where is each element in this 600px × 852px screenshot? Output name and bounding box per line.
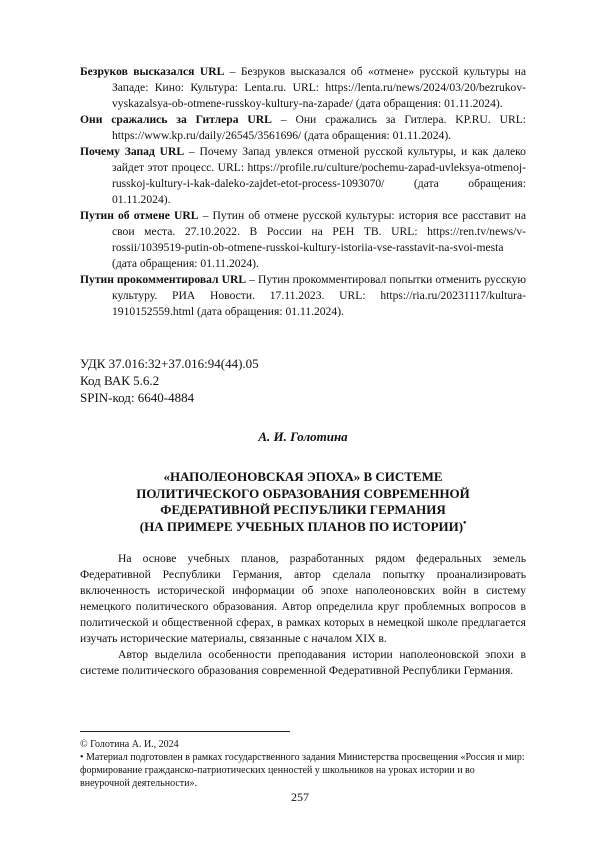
title-line: ПОЛИТИЧЕСКОГО ОБРАЗОВАНИЯ СОВРЕМЕННОЙ [136,485,470,501]
footnote-divider [80,731,290,732]
reference-head: Безруков высказался URL [80,65,225,78]
footnotes [80,731,526,790]
udk-code: УДК 37.016:32+37.016:94(44).05 [80,356,259,371]
article-metadata [80,355,526,406]
abstract [80,551,526,679]
author-name: А. И. Голотина [258,429,348,444]
reference-text: – Почему Запад увлекся отменой русской культуры, и как далеко зайдет этот процесс. URL: https://profile.ru/culture/pochemu-zapad-uvleksya-otmenoj-russkoj-kultury-i-kak-daleko-zajdet-etot-process-1093070/ (дата обращения: 01.11.2024). [112,145,526,206]
reference-text: – Они сражались за Гитлера. KP.RU. URL: https://www.kp.ru/daily/26545/3561696/ (дата обращения: 01.11.2024). [112,113,526,142]
reference-head: Путин прокомментировал URL [80,273,247,286]
footnote-marker: • [463,517,467,528]
article-title [80,469,526,535]
title-line: «НАПОЛЕОНОВСКАЯ ЭПОХА» В СИСТЕМЕ [163,469,443,484]
abstract-paragraph: Автор выделила особенности преподавания истории наполеоновской эпохи в системе политического образования современной Федеративной Республики Германия. [80,648,526,677]
page-number: 257 [291,790,309,804]
grant-note: • Материал подготовлен в рамках государственного задания Министерства просвещения «Россия и мир: формирование гражданско-патриотических ценностей у школьников на уроках истории и во внеурочной деятельности». [80,752,525,789]
reference-item [80,112,526,144]
reference-head: Почему Запад URL [80,145,185,158]
page-content [80,64,526,679]
copyright-note: © Голотина А. И., 2024 [80,739,179,750]
reference-list [80,64,526,320]
reference-text: – Путин прокомментировал попытки отменить русскую культуру. РИА Новости. 17.11.2023. URL: https://ria.ru/20231117/kultura-1910152559.html (дата обращения: 01.11.2024). [112,273,526,318]
reference-text: – Путин об отмене русской культуры: история все расставит на свои места. 27.10.2022. В России на РЕН ТВ. URL: https://ren.tv/news/v-rossii/1039519-putin-ob-otmene-russkoi-kultury-istoriia-vse-rasstavit-na-svoi-mesta (дата обращения: 01.11.2024). [112,209,526,270]
reference-item [80,64,526,112]
reference-item [80,272,526,320]
title-line: ФЕДЕРАТИВНОЙ РЕСПУБЛИКИ ГЕРМАНИЯ [160,502,446,517]
reference-item [80,144,526,208]
spin-code: SPIN-код: 6640-4884 [80,390,195,405]
vak-code: Код ВАК 5.6.2 [80,373,160,388]
reference-head: Путин об отмене URL [80,209,199,222]
reference-text: – Безруков высказался об «отмене» русской культуры на Западе: Кино: Культура: Lenta.ru. URL: https://lenta.ru/news/2024/03/20/bezrukov-vyskazalsya-ob-otmene-russkoy-kultury-na-zapade/ (дата обращения: 01.11.2024). [112,65,526,110]
title-line [80,519,526,536]
reference-head: Они сражались за Гитлера URL [80,113,272,126]
title-line-text: (НА ПРИМЕРЕ УЧЕБНЫХ ПЛАНОВ ПО ИСТОРИИ) [139,518,464,534]
reference-item [80,208,526,272]
abstract-paragraph: На основе учебных планов, разработанных рядом федеральных земель Федеративной Республики Германия, автор сделала попытку проанализировать включенность исторической информации об эпохе наполеоновских войн в систему немецкого политического образования. Автор определила круг проблемных вопросов в политической и общественной сферах, в рамках которых в немецкой школе предлагается изучать исторические материалы, связанные с началом XIX в. [80,552,526,645]
